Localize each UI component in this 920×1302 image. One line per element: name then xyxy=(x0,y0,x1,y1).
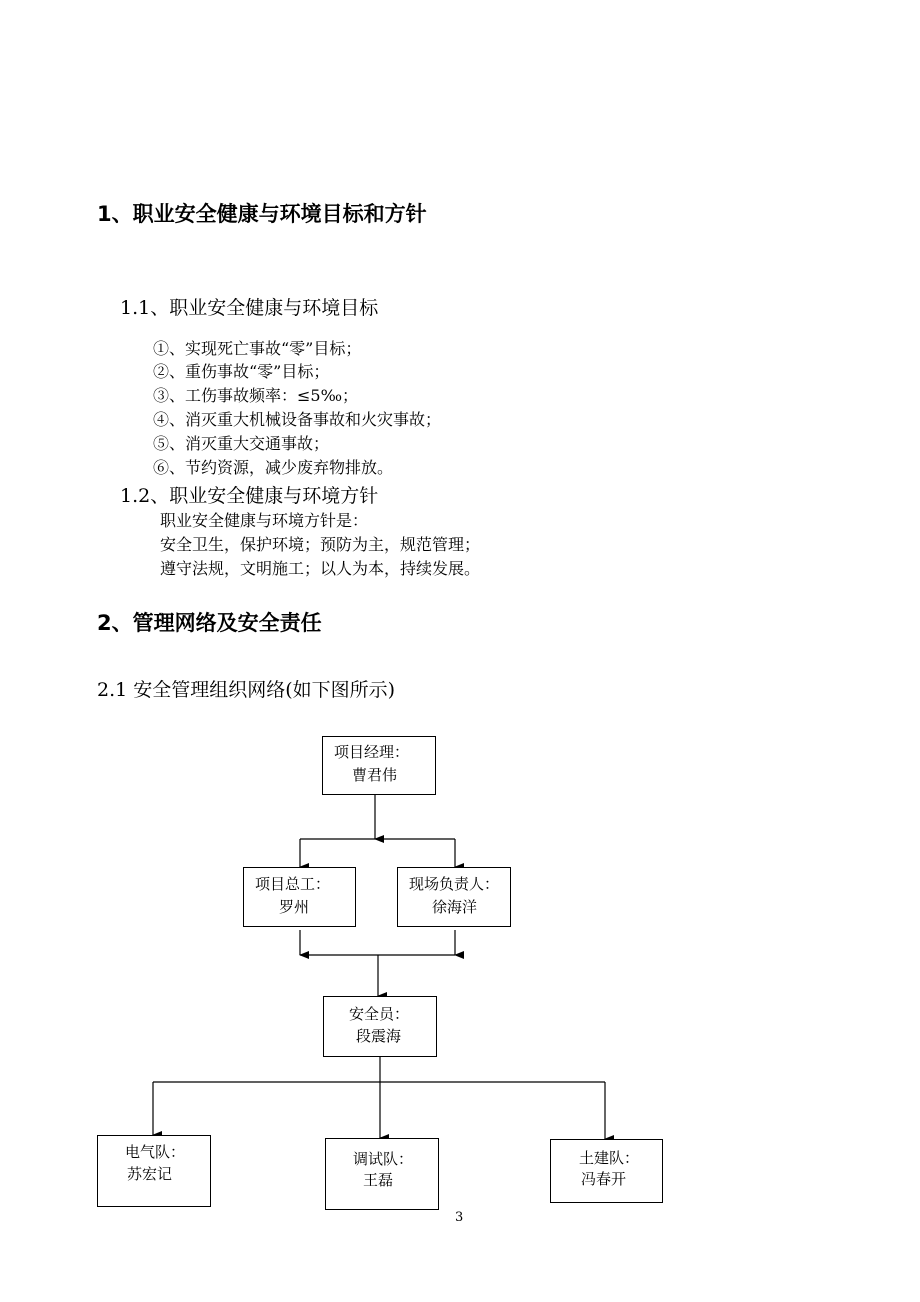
node-name: 段震海 xyxy=(356,1027,402,1045)
node-role: 土建队： xyxy=(579,1149,640,1167)
subsection-1-2-heading: 1.2、职业安全健康与环境方针 xyxy=(120,485,379,507)
page-number: 3 xyxy=(455,1210,464,1225)
org-node-electrical-team xyxy=(97,1135,211,1207)
org-node-safety-officer xyxy=(323,996,437,1057)
section2-heading: 2、管理网络及安全责任 xyxy=(97,611,322,635)
subsection-2-1-heading: 2.1 安全管理组织网络(如下图所示) xyxy=(97,679,396,701)
node-role: 项目总工： xyxy=(255,875,331,893)
node-name: 冯春开 xyxy=(581,1170,627,1188)
org-node-site-lead xyxy=(397,867,511,927)
goal-item: ③、工伤事故频率：≤5‰； xyxy=(153,386,359,405)
node-role: 调试队： xyxy=(353,1150,414,1168)
section1-heading: 1、职业安全健康与环境目标和方针 xyxy=(97,202,427,226)
org-node-commissioning-team xyxy=(325,1138,439,1210)
node-name: 曹君伟 xyxy=(352,766,398,784)
node-name: 徐海洋 xyxy=(432,898,478,916)
subsection-1-1-heading: 1.1、职业安全健康与环境目标 xyxy=(120,297,379,319)
org-node-chief-engineer xyxy=(243,867,356,927)
node-role: 安全员： xyxy=(349,1005,410,1023)
org-node-civil-team xyxy=(550,1139,663,1203)
policy-line: 遵守法规，文明施工；以人为本，持续发展。 xyxy=(160,559,481,578)
policy-line: 安全卫生，保护环境；预防为主，规范管理； xyxy=(160,535,481,554)
policy-line: 职业安全健康与环境方针是： xyxy=(160,511,369,530)
node-name: 苏宏记 xyxy=(127,1165,173,1183)
node-role: 电气队： xyxy=(125,1143,186,1161)
node-role: 现场负责人： xyxy=(409,875,500,893)
goal-item: ⑤、消灭重大交通事故； xyxy=(153,434,330,453)
goal-item: ②、重伤事故“零”目标； xyxy=(153,362,330,381)
goal-item: ①、实现死亡事故“零”目标； xyxy=(153,339,362,358)
node-name: 王磊 xyxy=(363,1171,394,1189)
goal-item: ④、消灭重大机械设备事故和火灾事故； xyxy=(153,410,442,429)
org-node-manager xyxy=(322,736,436,795)
node-role: 项目经理： xyxy=(334,743,410,761)
goal-item: ⑥、节约资源，减少废弃物排放。 xyxy=(153,458,394,477)
node-name: 罗州 xyxy=(279,898,310,916)
